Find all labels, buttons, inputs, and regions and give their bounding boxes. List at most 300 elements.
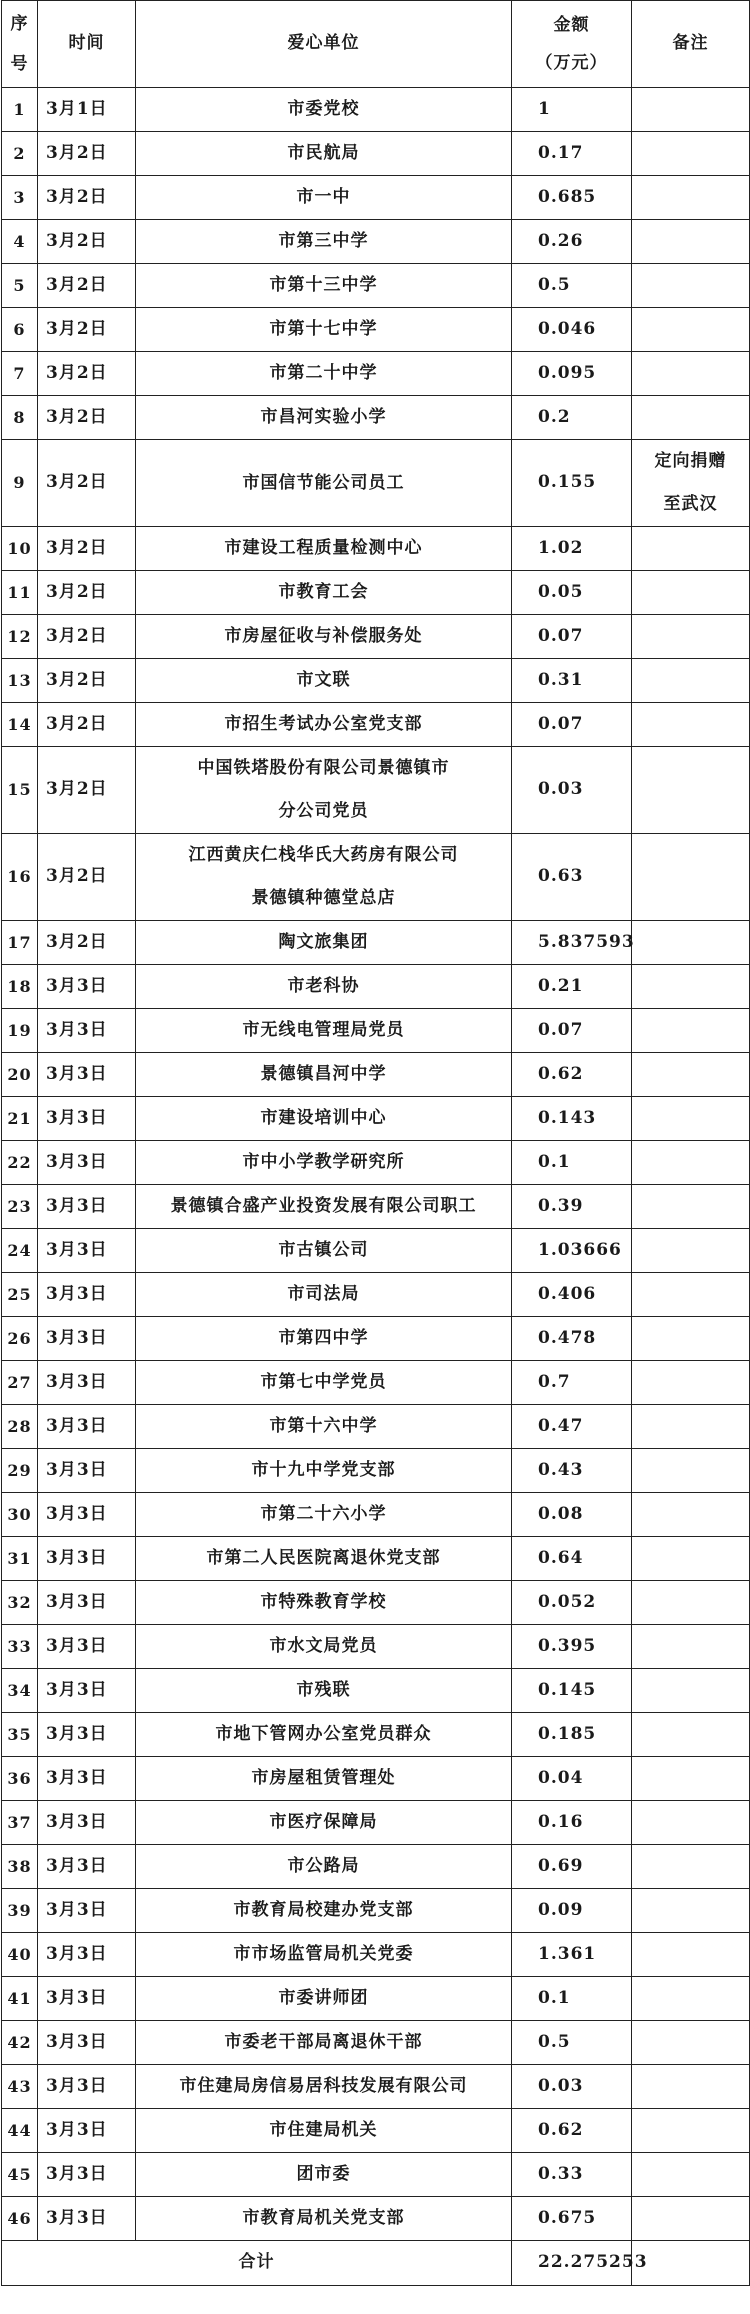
cell-amount: 0.143 (512, 1097, 632, 1141)
unit-line: 中国铁塔股份有限公司景德镇市 (197, 758, 450, 778)
table-row (2, 2197, 750, 2241)
table-row (2, 571, 750, 615)
table-row (2, 2153, 750, 2197)
unit-line: 江西黄庆仁栈华氏大药房有限公司 (188, 845, 459, 865)
cell-amount: 0.046 (512, 308, 632, 352)
cell-no: 42 (2, 2021, 38, 2065)
cell-date: 3月3日 (38, 1933, 136, 1977)
cell-date: 3月3日 (38, 1493, 136, 1537)
cell-amount: 0.145 (512, 1669, 632, 1713)
cell-date: 3月3日 (38, 1581, 136, 1625)
cell-note (632, 571, 750, 615)
unit-line: 市委老干部局离退休干部 (224, 2031, 423, 2052)
unit-line: 市第二十六小学 (260, 1503, 387, 1524)
cell-date: 3月2日 (38, 571, 136, 615)
cell-note (632, 1889, 750, 1933)
cell-note (632, 220, 750, 264)
cell-no: 35 (2, 1713, 38, 1757)
cell-amount: 0.47 (512, 1405, 632, 1449)
cell-date: 3月2日 (38, 921, 136, 965)
cell-date: 3月2日 (38, 396, 136, 440)
cell-note (632, 659, 750, 703)
cell-amount: 0.63 (512, 834, 632, 921)
cell-date: 3月2日 (38, 352, 136, 396)
unit-line: 市残联 (296, 1679, 351, 1700)
unit-line: 景德镇昌河中学 (260, 1063, 387, 1084)
cell-unit (136, 440, 512, 527)
cell-date: 3月3日 (38, 1009, 136, 1053)
cell-unit (136, 2065, 512, 2109)
cell-no: 29 (2, 1449, 38, 1493)
cell-note (632, 2065, 750, 2109)
cell-note (632, 1097, 750, 1141)
cell-date: 3月3日 (38, 1669, 136, 1713)
cell-note (632, 1493, 750, 1537)
cell-no: 36 (2, 1757, 38, 1801)
cell-unit (136, 1273, 512, 1317)
cell-amount: 1.02 (512, 527, 632, 571)
table-row (2, 1449, 750, 1493)
unit-line: 市教育工会 (278, 581, 369, 602)
cell-note (632, 921, 750, 965)
table-row (2, 615, 750, 659)
cell-unit (136, 1889, 512, 1933)
cell-date: 3月2日 (38, 440, 136, 527)
cell-unit (136, 659, 512, 703)
total-label: 合计 (2, 2241, 512, 2286)
unit-line: 市市场监管局机关党委 (233, 1943, 414, 1964)
unit-line: 市第三中学 (278, 230, 369, 251)
cell-no: 7 (2, 352, 38, 396)
cell-date: 3月3日 (38, 2021, 136, 2065)
cell-date: 3月3日 (38, 1405, 136, 1449)
cell-unit (136, 1977, 512, 2021)
cell-no: 28 (2, 1405, 38, 1449)
cell-amount: 0.09 (512, 1889, 632, 1933)
cell-date: 3月3日 (38, 1229, 136, 1273)
table-row (2, 132, 750, 176)
cell-no: 41 (2, 1977, 38, 2021)
table-row (2, 1537, 750, 1581)
cell-note (632, 703, 750, 747)
cell-amount: 0.07 (512, 615, 632, 659)
cell-unit (136, 615, 512, 659)
cell-note (632, 1845, 750, 1889)
header-date: 时间 (38, 1, 136, 88)
cell-amount: 0.64 (512, 1537, 632, 1581)
cell-no: 39 (2, 1889, 38, 1933)
unit-line: 市民航局 (287, 142, 360, 163)
unit-line: 市十九中学党支部 (251, 1459, 396, 1480)
unit-line: 市住建局房信易居科技发展有限公司 (179, 2075, 468, 2096)
cell-unit (136, 1097, 512, 1141)
cell-no: 32 (2, 1581, 38, 1625)
cell-date: 3月3日 (38, 2109, 136, 2153)
cell-date: 3月3日 (38, 1977, 136, 2021)
cell-unit (136, 352, 512, 396)
cell-note (632, 527, 750, 571)
total-note (632, 2241, 750, 2286)
cell-no: 16 (2, 834, 38, 921)
cell-unit (136, 1405, 512, 1449)
cell-no: 34 (2, 1669, 38, 1713)
cell-note (632, 2109, 750, 2153)
table-row (2, 2065, 750, 2109)
cell-amount: 0.185 (512, 1713, 632, 1757)
table-row (2, 1141, 750, 1185)
cell-no: 15 (2, 747, 38, 834)
cell-note (632, 615, 750, 659)
cell-note (632, 2021, 750, 2065)
cell-amount: 0.478 (512, 1317, 632, 1361)
cell-no: 38 (2, 1845, 38, 1889)
cell-amount: 0.04 (512, 1757, 632, 1801)
unit-line: 市房屋租赁管理处 (251, 1767, 396, 1788)
cell-date: 3月3日 (38, 2153, 136, 2197)
cell-no: 22 (2, 1141, 38, 1185)
table-row (2, 1097, 750, 1141)
cell-unit (136, 2109, 512, 2153)
cell-amount: 0.03 (512, 747, 632, 834)
cell-date: 3月3日 (38, 2065, 136, 2109)
cell-date: 3月3日 (38, 1361, 136, 1405)
unit-line: 市委讲师团 (278, 1987, 369, 2008)
cell-amount: 0.095 (512, 352, 632, 396)
cell-no: 2 (2, 132, 38, 176)
cell-note (632, 1185, 750, 1229)
table-row (2, 965, 750, 1009)
cell-amount: 0.685 (512, 176, 632, 220)
cell-date: 3月3日 (38, 1317, 136, 1361)
table-row (2, 1669, 750, 1713)
cell-amount: 0.43 (512, 1449, 632, 1493)
cell-note (632, 1405, 750, 1449)
cell-date: 3月3日 (38, 1449, 136, 1493)
header-row (2, 1, 750, 88)
cell-amount: 0.7 (512, 1361, 632, 1405)
table-row (2, 1889, 750, 1933)
cell-date: 3月3日 (38, 1273, 136, 1317)
cell-no: 31 (2, 1537, 38, 1581)
unit-line: 市招生考试办公室党支部 (224, 713, 423, 734)
cell-note (632, 2153, 750, 2197)
cell-amount: 0.07 (512, 1009, 632, 1053)
cell-unit (136, 527, 512, 571)
cell-amount: 0.03 (512, 2065, 632, 2109)
cell-note (632, 1361, 750, 1405)
table-row (2, 1229, 750, 1273)
unit-line: 市国信节能公司员工 (242, 472, 405, 493)
cell-date: 3月3日 (38, 1537, 136, 1581)
cell-amount: 0.31 (512, 659, 632, 703)
table-row (2, 1801, 750, 1845)
unit-line: 市住建局机关 (269, 2119, 378, 2140)
table-row (2, 834, 750, 921)
cell-note (632, 88, 750, 132)
cell-date: 3月2日 (38, 659, 136, 703)
unit-line: 市第七中学党员 (260, 1371, 387, 1392)
header-note: 备注 (632, 1, 750, 88)
table-row (2, 1713, 750, 1757)
cell-note (632, 1229, 750, 1273)
unit-line: 市第四中学 (278, 1327, 369, 1348)
cell-unit (136, 1493, 512, 1537)
note-line: 至武汉 (663, 494, 718, 514)
unit-line: 市老科协 (287, 975, 360, 996)
cell-no: 44 (2, 2109, 38, 2153)
cell-note (632, 1009, 750, 1053)
total-row (2, 2241, 750, 2286)
cell-no: 12 (2, 615, 38, 659)
cell-amount: 0.33 (512, 2153, 632, 2197)
cell-no: 37 (2, 1801, 38, 1845)
cell-no: 27 (2, 1361, 38, 1405)
unit-line: 景德镇种德堂总店 (251, 888, 396, 908)
cell-no: 30 (2, 1493, 38, 1537)
cell-unit (136, 1449, 512, 1493)
unit-line: 市第十七中学 (269, 318, 378, 339)
table-row (2, 1009, 750, 1053)
cell-no: 20 (2, 1053, 38, 1097)
cell-amount: 0.26 (512, 220, 632, 264)
cell-note (632, 1141, 750, 1185)
cell-amount: 0.2 (512, 396, 632, 440)
cell-unit (136, 1581, 512, 1625)
cell-unit (136, 1185, 512, 1229)
cell-no: 1 (2, 88, 38, 132)
cell-no: 19 (2, 1009, 38, 1053)
donation-table (1, 0, 750, 2286)
cell-unit (136, 1009, 512, 1053)
cell-unit (136, 88, 512, 132)
cell-no: 43 (2, 2065, 38, 2109)
unit-line: 市公路局 (287, 1855, 360, 1876)
cell-date: 3月2日 (38, 308, 136, 352)
table-row (2, 1361, 750, 1405)
cell-note (632, 1757, 750, 1801)
cell-unit (136, 2021, 512, 2065)
cell-amount: 0.05 (512, 571, 632, 615)
cell-no: 6 (2, 308, 38, 352)
cell-note (632, 1669, 750, 1713)
cell-amount: 0.62 (512, 2109, 632, 2153)
cell-no: 4 (2, 220, 38, 264)
cell-unit (136, 264, 512, 308)
cell-unit (136, 834, 512, 921)
cell-amount: 0.5 (512, 264, 632, 308)
cell-unit (136, 703, 512, 747)
cell-amount: 5.837593 (512, 921, 632, 965)
cell-date: 3月3日 (38, 2197, 136, 2241)
table-row (2, 88, 750, 132)
cell-unit (136, 1713, 512, 1757)
cell-note (632, 834, 750, 921)
cell-note (632, 1053, 750, 1097)
cell-no: 21 (2, 1097, 38, 1141)
table-row (2, 1581, 750, 1625)
cell-unit (136, 1669, 512, 1713)
cell-note (632, 264, 750, 308)
table-row (2, 220, 750, 264)
cell-no: 9 (2, 440, 38, 527)
cell-amount: 0.5 (512, 2021, 632, 2065)
cell-note (632, 965, 750, 1009)
cell-date: 3月2日 (38, 176, 136, 220)
total-amount: 22.275253 (512, 2241, 632, 2286)
cell-unit (136, 1229, 512, 1273)
cell-amount: 0.39 (512, 1185, 632, 1229)
unit-line: 市建设工程质量检测中心 (224, 537, 423, 558)
cell-date: 3月2日 (38, 747, 136, 834)
table-row (2, 1933, 750, 1977)
cell-note (632, 1625, 750, 1669)
cell-date: 3月2日 (38, 527, 136, 571)
cell-note (632, 1273, 750, 1317)
table-row (2, 747, 750, 834)
unit-line: 市委党校 (287, 98, 360, 119)
cell-no: 8 (2, 396, 38, 440)
cell-amount: 0.62 (512, 1053, 632, 1097)
cell-date: 3月3日 (38, 1845, 136, 1889)
cell-unit (136, 1757, 512, 1801)
table-row (2, 1185, 750, 1229)
cell-date: 3月2日 (38, 834, 136, 921)
cell-date: 3月3日 (38, 1889, 136, 1933)
cell-date: 3月2日 (38, 132, 136, 176)
cell-note (632, 1977, 750, 2021)
unit-line: 市水文局党员 (269, 1635, 378, 1656)
cell-amount: 0.675 (512, 2197, 632, 2241)
cell-note (632, 1801, 750, 1845)
unit-line: 市中小学教学研究所 (242, 1151, 405, 1172)
unit-line: 市医疗保障局 (269, 1811, 378, 1832)
cell-no: 3 (2, 176, 38, 220)
cell-note (632, 440, 750, 527)
cell-date: 3月2日 (38, 220, 136, 264)
cell-date: 3月3日 (38, 1801, 136, 1845)
cell-note (632, 1537, 750, 1581)
cell-no: 26 (2, 1317, 38, 1361)
cell-date: 3月2日 (38, 264, 136, 308)
cell-unit (136, 1801, 512, 1845)
unit-line: 市无线电管理局党员 (242, 1019, 405, 1040)
cell-date: 3月3日 (38, 1141, 136, 1185)
cell-amount: 1.03666 (512, 1229, 632, 1273)
cell-unit (136, 1361, 512, 1405)
table-row (2, 440, 750, 527)
cell-date: 3月3日 (38, 1053, 136, 1097)
cell-no: 13 (2, 659, 38, 703)
cell-note (632, 1581, 750, 1625)
cell-no: 14 (2, 703, 38, 747)
cell-date: 3月3日 (38, 1713, 136, 1757)
unit-line: 市第二人民医院离退休党支部 (206, 1547, 441, 1568)
cell-date: 3月3日 (38, 1097, 136, 1141)
unit-line: 陶文旅集团 (278, 931, 369, 952)
cell-date: 3月3日 (38, 1757, 136, 1801)
cell-no: 33 (2, 1625, 38, 1669)
table-row (2, 703, 750, 747)
cell-unit (136, 2197, 512, 2241)
cell-amount: 0.08 (512, 1493, 632, 1537)
cell-amount: 0.395 (512, 1625, 632, 1669)
unit-line: 分公司党员 (278, 801, 369, 821)
table-row (2, 1405, 750, 1449)
header-no: 序 号 (2, 1, 38, 88)
cell-amount: 0.17 (512, 132, 632, 176)
unit-line: 市一中 (296, 186, 351, 207)
table-row (2, 1845, 750, 1889)
cell-note (632, 747, 750, 834)
cell-unit (136, 1053, 512, 1097)
header-unit: 爱心单位 (136, 1, 512, 88)
cell-note (632, 308, 750, 352)
cell-date: 3月3日 (38, 965, 136, 1009)
cell-date: 3月1日 (38, 88, 136, 132)
cell-note (632, 396, 750, 440)
unit-line: 市地下管网办公室党员群众 (215, 1723, 432, 1744)
cell-unit (136, 571, 512, 615)
cell-note (632, 1713, 750, 1757)
cell-unit (136, 308, 512, 352)
cell-unit (136, 1141, 512, 1185)
unit-line: 市建设培训中心 (260, 1107, 387, 1128)
cell-amount: 0.69 (512, 1845, 632, 1889)
header-amount: 金额 （万元） (512, 1, 632, 88)
cell-date: 3月3日 (38, 1625, 136, 1669)
unit-line: 市特殊教育学校 (260, 1591, 387, 1612)
table-row (2, 659, 750, 703)
cell-unit (136, 965, 512, 1009)
unit-line: 市古镇公司 (278, 1239, 369, 1260)
unit-line: 市司法局 (287, 1283, 360, 1304)
unit-line: 市昌河实验小学 (260, 406, 387, 427)
cell-date: 3月3日 (38, 1185, 136, 1229)
cell-unit (136, 1317, 512, 1361)
table-row (2, 1053, 750, 1097)
cell-amount: 1 (512, 88, 632, 132)
cell-unit (136, 220, 512, 264)
table-row (2, 308, 750, 352)
table-row (2, 1625, 750, 1669)
table-row (2, 1493, 750, 1537)
table-row (2, 921, 750, 965)
cell-unit (136, 1933, 512, 1977)
table-row (2, 1273, 750, 1317)
table-row (2, 264, 750, 308)
cell-unit (136, 921, 512, 965)
table-row (2, 1317, 750, 1361)
unit-line: 市教育局机关党支部 (242, 2207, 405, 2228)
cell-unit (136, 176, 512, 220)
cell-amount: 0.16 (512, 1801, 632, 1845)
cell-unit (136, 396, 512, 440)
cell-amount: 0.052 (512, 1581, 632, 1625)
cell-unit (136, 132, 512, 176)
unit-line: 市第十六中学 (269, 1415, 378, 1436)
cell-unit (136, 2153, 512, 2197)
unit-line: 市文联 (296, 669, 351, 690)
cell-note (632, 352, 750, 396)
cell-amount: 0.155 (512, 440, 632, 527)
table-row (2, 2021, 750, 2065)
cell-no: 46 (2, 2197, 38, 2241)
cell-amount: 0.07 (512, 703, 632, 747)
cell-no: 25 (2, 1273, 38, 1317)
cell-note (632, 1449, 750, 1493)
cell-amount: 0.406 (512, 1273, 632, 1317)
cell-no: 45 (2, 2153, 38, 2197)
